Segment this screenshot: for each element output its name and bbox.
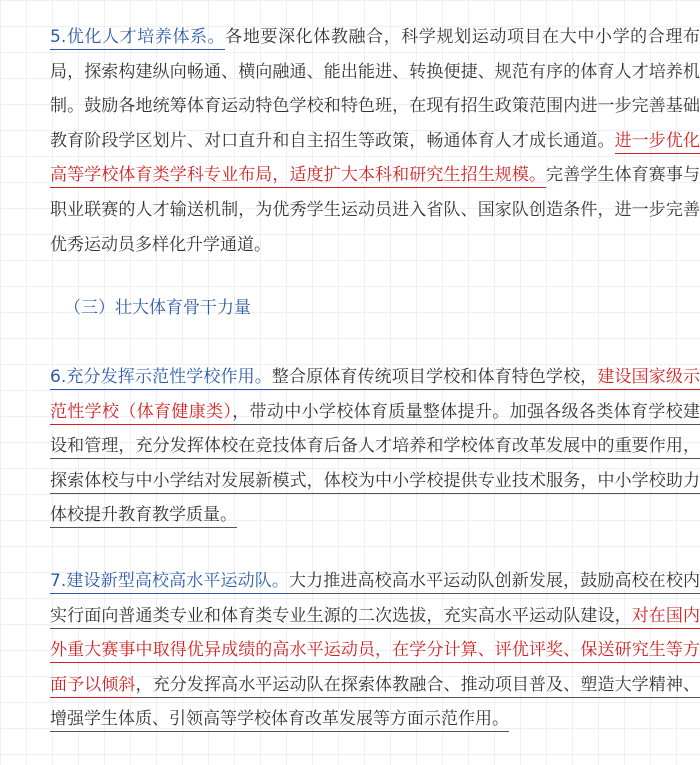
section-6-text-1: 整合原体育传统项目学校和体育特色学校， — [272, 367, 597, 390]
paragraph-section-6 — [14, 360, 700, 533]
section-7-title: 7.建设新型高校高水平运动队。 — [50, 571, 289, 594]
section-7-text-2: ，充分发挥高水平运动队在探索体教融合、推动项目普及、塑造大学精神、增强学生体质、引领高等学校体育改革发展等方面示范作用。 — [50, 675, 700, 733]
section-7-text-1: 大力推进高校高水平运动队创新发展，鼓励高校在校内实行面向普通类专业和体育类专业生源的二次选拔，充实高水平运动队建设， — [50, 571, 700, 629]
section-7-highlight: 对在国内外重大赛事中取得优异成绩的高水平运动员，在学分计算、评优评奖、保送研究生等方面予以倾斜 — [50, 606, 700, 698]
paragraph-section-5 — [14, 20, 700, 262]
section-5-text-2: 完善学生体育赛事与职业联赛的人才输送机制，为优秀学生运动员进入省队、国家队创造条件，进一步完善优秀运动员多样化升学通道。 — [50, 165, 700, 255]
section-5-title: 5.优化人才培养体系。 — [50, 27, 225, 50]
section-6-highlight: 建设国家级示范性学校（体育健康类） — [50, 367, 700, 425]
section-heading-3: （三）壮大体育骨干力量 — [64, 298, 251, 318]
section-5-text-1: 各地要深化体教融合，科学规划运动项目在大中小学的合理布局，探索构建纵向畅通、横向融通、能出能进、转换便捷、规范有序的体育人才培养机制。鼓励各地统筹体育运动特色学校和特色班，在现有招生政策范围内进一步完善基础教育阶段学区划片、对口直升和自主招生等政策，畅通体育人才成长通道。 — [50, 27, 700, 151]
section-5-highlight: 进一步优化高等学校体育类学科专业布局，适度扩大本科和研究生招生规模。 — [50, 131, 700, 189]
paragraph-section-7 — [14, 564, 700, 737]
section-6-title: 6.充分发挥示范性学校作用。 — [50, 367, 272, 390]
section-6-text-2: ，带动中小学校体育质量整体提升。加强各级各类体育学校建设和管理，充分发挥体校在竞技体育后备人才培养和学校体育改革发展中的重要作用，探索体校与中小学结对发展新模式，体校为中小学校提供专业技术服务，中小学校助力体校提升教育教学质量。 — [50, 402, 700, 529]
